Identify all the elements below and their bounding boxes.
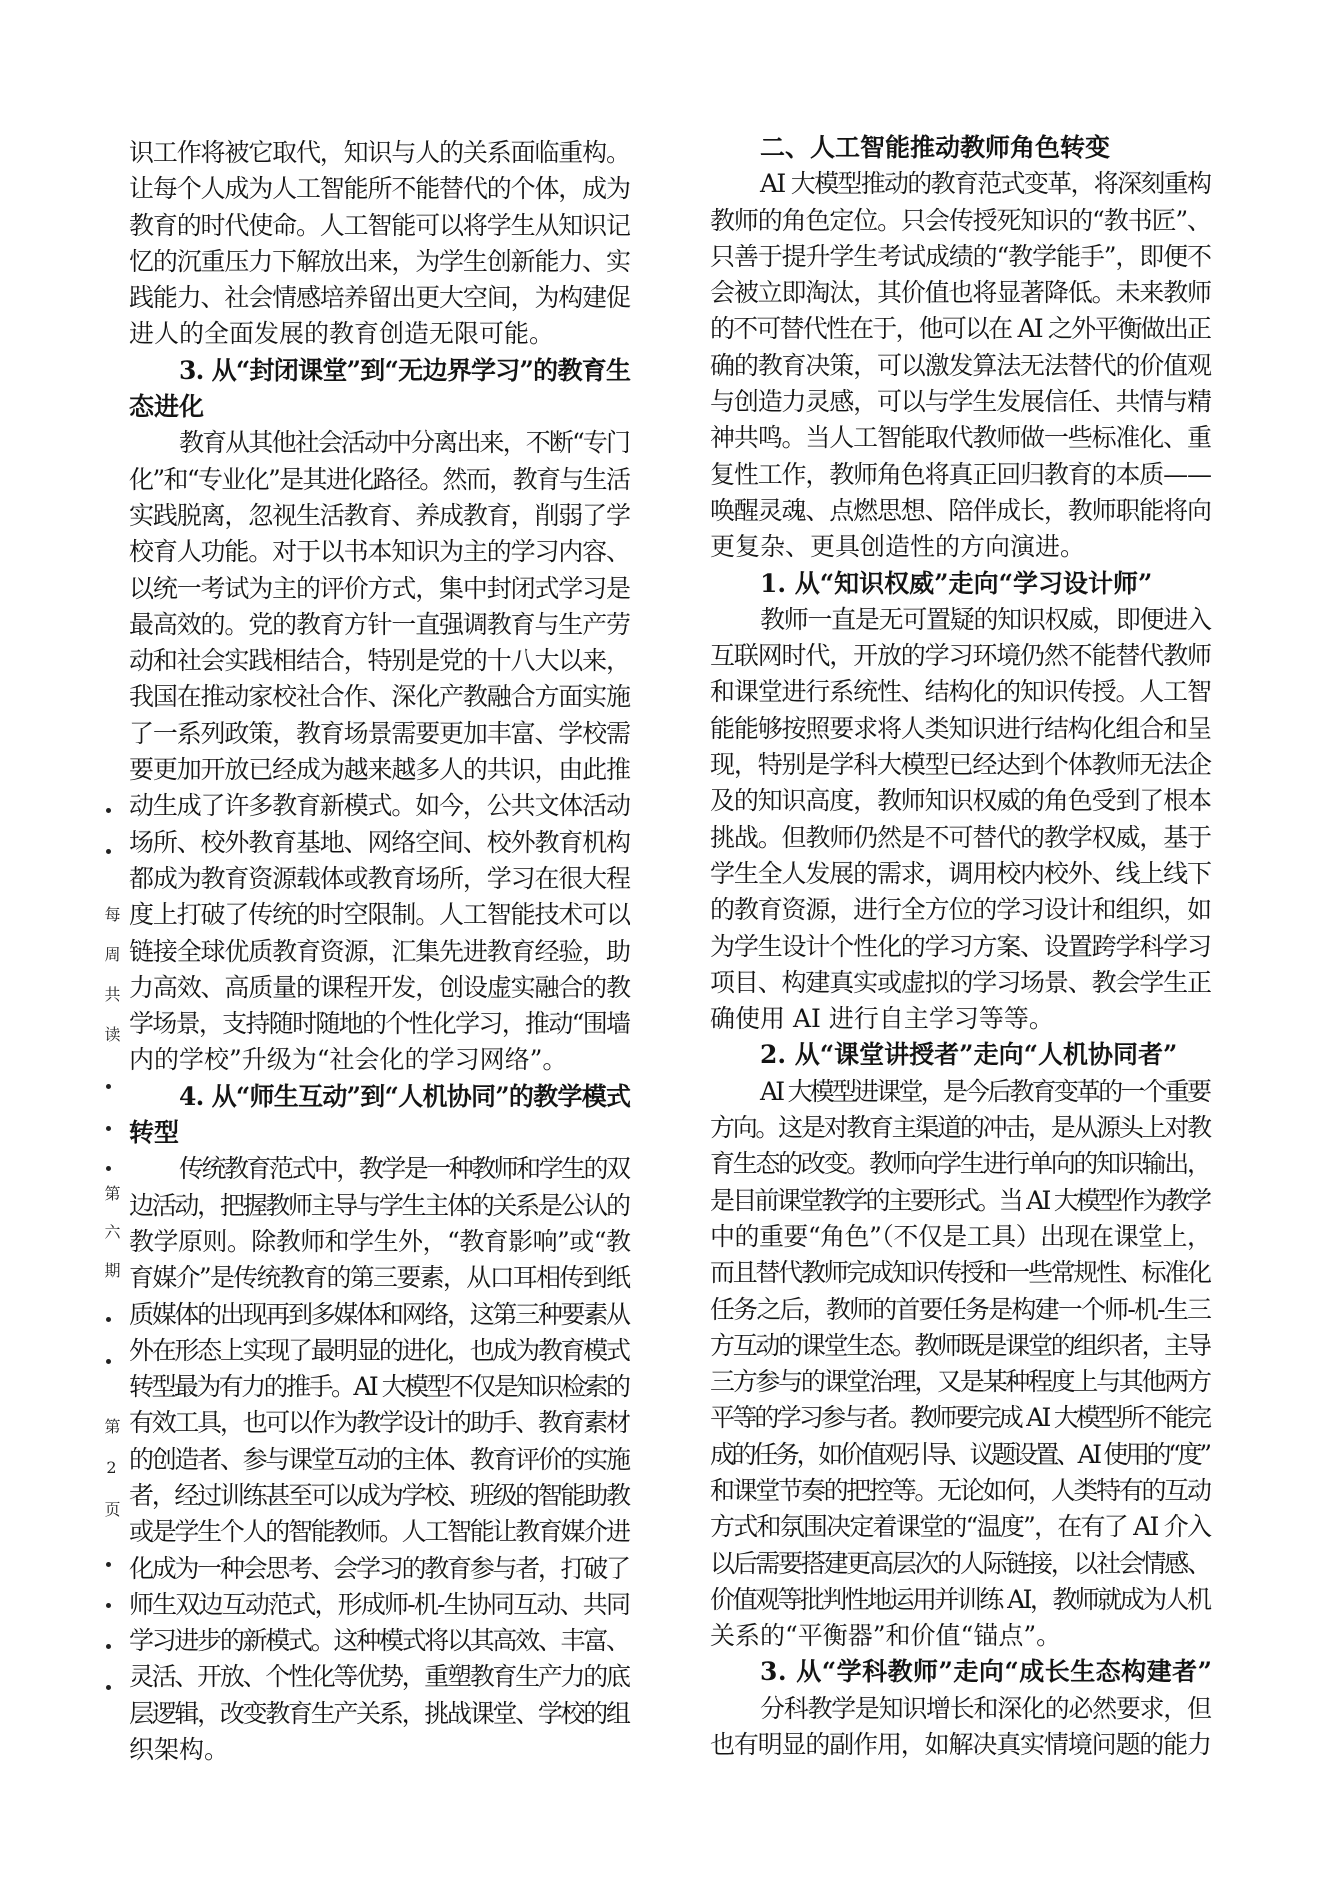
issue-label: 第六期 — [102, 1185, 121, 1301]
text-line — [710, 1691, 1212, 1727]
text-line — [710, 711, 1212, 747]
line-text: 神共鸣。当人工智能取代教师做一些标准化、重 — [710, 423, 1211, 453]
separator-dot — [106, 1644, 111, 1649]
text-line — [710, 602, 1212, 638]
paragraph — [129, 1151, 631, 1768]
text-line — [129, 1297, 631, 1333]
line-text: 会被立即淘汰，其价值也将显著降低。未来教师 — [710, 278, 1211, 308]
line-text: 只善于提升学生考试成绩的“教学能手”，即便不 — [710, 241, 1211, 271]
separator-dot — [106, 1084, 111, 1089]
text-line — [710, 493, 1212, 529]
separator-dot — [106, 1317, 111, 1322]
text-line — [710, 1473, 1212, 1509]
text-line — [129, 1333, 631, 1369]
heading-line — [129, 353, 631, 389]
paragraph — [710, 602, 1212, 1038]
separator-dot — [106, 1685, 111, 1690]
line-text: 方互动的课堂生态。教师既是课堂的组织者，主导 — [710, 1330, 1210, 1360]
section-heading — [129, 1079, 631, 1152]
text-line — [129, 897, 631, 933]
text-line — [710, 166, 1212, 202]
text-line — [710, 1400, 1212, 1436]
line-text: 二、人工智能推动教师角色转变 — [760, 133, 1111, 162]
text-line — [129, 1659, 631, 1695]
line-text: AI 大模型进课堂，是今后教育变革的一个重要 — [760, 1076, 1210, 1106]
text-line — [129, 1587, 631, 1623]
line-text: 实践脱离，忽视生活教育、养成教育，削弱了学 — [129, 500, 630, 530]
line-text: 转型最为有力的推手。AI 大模型不仅是知识检索的 — [129, 1372, 629, 1402]
text-line — [710, 783, 1212, 819]
text-line — [129, 1442, 631, 1478]
line-text: 动生成了许多教育新模式。如今，公共文体活动 — [129, 791, 630, 821]
text-line — [129, 752, 631, 788]
text-line — [129, 1551, 631, 1587]
text-line — [129, 1151, 631, 1187]
text-line — [129, 1006, 631, 1042]
text-line — [129, 1623, 631, 1659]
line-text: 4. 从“师生互动”到“人机协同”的教学模式 — [179, 1081, 631, 1111]
line-text: 有效工具，也可以作为教学设计的助手、教育素材 — [129, 1408, 629, 1438]
line-text: 教学原则。除教师和学生外，“教育影响”或“教 — [129, 1226, 631, 1256]
heading-line — [129, 389, 631, 425]
line-text: 任务之后，教师的首要任务是构建一个师-机-生三 — [710, 1294, 1211, 1324]
text-line — [129, 498, 631, 534]
line-text: 外在形态上实现了最明显的进化，也成为教育模式 — [129, 1335, 629, 1365]
line-text: 与创造力灵感，可以与学生发展信任、共情与精 — [710, 387, 1211, 417]
paragraph — [710, 166, 1212, 565]
line-text: 都成为教育资源载体或教育场所，学习在很大程 — [129, 863, 630, 893]
line-text: 识工作将被它取代，知识与人的关系面临重构。 — [129, 138, 630, 167]
text-line — [129, 1696, 631, 1732]
text-line — [710, 892, 1212, 928]
text-line — [129, 934, 631, 970]
text-line — [129, 861, 631, 897]
line-text: 或是学生个人的智能教师。人工智能让教育媒介进 — [129, 1517, 629, 1547]
text-line — [129, 607, 631, 643]
line-text: 是目前课堂教学的主要形式。当 AI 大模型作为教学 — [710, 1185, 1210, 1215]
line-text: 也有明显的副作用，如解决真实情境问题的能力 — [710, 1730, 1211, 1760]
line-text: 质媒体的出现再到多媒体和网络，这第三种要素从 — [129, 1299, 629, 1329]
line-text: 唤醒灵魂、点燃思想、陪伴成长，教师职能将向 — [710, 495, 1211, 525]
line-text: 转型 — [129, 1118, 180, 1148]
line-text: 三方参与的课堂治理，又是某种程度上与其他两方 — [710, 1367, 1210, 1397]
line-text: 3. 从“学科教师”走向“成长生态构建者” — [760, 1657, 1213, 1687]
text-line — [710, 1582, 1212, 1618]
line-text: 度上打破了传统的时空限制。人工智能技术可以 — [129, 900, 630, 930]
heading-line — [710, 566, 1212, 602]
line-text: 化成为一种会思考、会学习的教育参与者，打破了 — [129, 1553, 629, 1583]
line-text: 学生全人发展的需求，调用校内校外、线上线下 — [710, 858, 1211, 888]
text-line — [129, 1514, 631, 1550]
text-line — [710, 1219, 1212, 1255]
separator-dot — [106, 1562, 111, 1567]
text-line — [710, 638, 1212, 674]
text-line — [710, 311, 1212, 347]
text-line — [710, 929, 1212, 965]
line-text: 者，经过训练甚至可以成为学校、班级的智能助教 — [129, 1480, 629, 1510]
text-line — [129, 425, 631, 461]
line-text: 师生双边互动范式，形成师-机-生协同互动、共同 — [129, 1589, 630, 1619]
section-heading — [710, 1654, 1212, 1690]
line-text: 动和社会实践相结合，特别是党的十八大以来， — [129, 646, 630, 676]
text-line — [710, 1328, 1212, 1364]
text-line — [710, 965, 1212, 1001]
line-text: 场所、校外教育基地、网络空间、校外教育机构 — [129, 827, 630, 857]
text-line — [129, 280, 631, 316]
line-text: 及的知识高度，教师知识权威的角色受到了根本 — [710, 786, 1211, 816]
line-text: 践能力、社会情感培养留出更大空间，为构建促 — [129, 283, 630, 313]
line-text: 化”和“专业化”是其进化路径。然而，教育与生活 — [129, 464, 630, 494]
margin-label — [0, 0, 140, 1894]
line-text: 内的学校”升级为“社会化的学习网络”。 — [129, 1045, 568, 1075]
text-line — [710, 420, 1212, 456]
left-column — [129, 135, 631, 1768]
paragraph — [710, 1074, 1212, 1655]
line-text: 力高效、高质量的课程开发，创设虚实融合的教 — [129, 972, 630, 1002]
line-text: 分科教学是知识增长和深化的必然要求，但 — [760, 1693, 1211, 1723]
text-line — [710, 674, 1212, 710]
line-text: 价值观等批判性地运用并训练 AI，教师就成为人机 — [710, 1584, 1210, 1614]
text-line — [129, 534, 631, 570]
text-line — [129, 1224, 631, 1260]
line-text: 最高效的。党的教育方针一直强调教育与生产劳 — [129, 609, 630, 639]
line-text: 教师的角色定位。只会传授死知识的“教书匠”、 — [710, 205, 1211, 235]
line-text: 教育的时代使命。人工智能可以将学生从知识记 — [129, 210, 630, 240]
line-text: 的教育资源，进行全方位的学习设计和组织，如 — [710, 895, 1211, 925]
line-text: 能能够按照要求将人类知识进行结构化组合和呈 — [710, 713, 1211, 743]
series-label: 每周共读 — [102, 906, 121, 1066]
section-heading — [129, 353, 631, 426]
text-line — [710, 275, 1212, 311]
line-text: 要更加开放已经成为越来越多人的共识，由此推 — [129, 755, 630, 785]
text-line — [710, 1110, 1212, 1146]
text-line — [129, 1732, 631, 1768]
line-text: 更复杂、更具创造性的方向演进。 — [710, 532, 1086, 562]
line-text: 关系的“平衡器”和价值“锚点”。 — [710, 1621, 1062, 1651]
text-line — [710, 384, 1212, 420]
line-text: 3. 从“封闭课堂”到“无边界学习”的教育生 — [179, 355, 631, 385]
text-line — [129, 825, 631, 861]
text-line — [129, 643, 631, 679]
text-line — [710, 1146, 1212, 1182]
text-line — [710, 1364, 1212, 1400]
separator-dot — [106, 1359, 111, 1364]
text-line — [710, 747, 1212, 783]
text-line — [710, 529, 1212, 565]
heading-line — [710, 1654, 1212, 1690]
text-line — [710, 239, 1212, 275]
line-text: 复性工作，教师角色将真正回归教育的本质—— — [710, 459, 1211, 489]
line-text: 确使用 AI 进行自主学习等等。 — [710, 1004, 1054, 1034]
text-line — [129, 716, 631, 752]
text-line — [710, 1001, 1212, 1037]
text-line — [129, 679, 631, 715]
text-line — [129, 1042, 631, 1078]
line-text: 教育从其他社会活动中分离出来，不断“专门 — [179, 428, 630, 458]
line-text: 确的教育决策，可以激发算法无法替代的价值观 — [710, 350, 1211, 380]
line-text: 育生态的改变。教师向学生进行单向的知识输出， — [710, 1149, 1210, 1179]
right-column — [710, 130, 1212, 1763]
text-line — [710, 348, 1212, 384]
text-line — [129, 462, 631, 498]
line-text: 现，特别是学科大模型已经达到个体教师无法企 — [710, 750, 1211, 780]
heading-line — [129, 1115, 631, 1151]
text-line — [129, 788, 631, 824]
text-line — [710, 1727, 1212, 1763]
paragraph — [710, 1691, 1212, 1764]
line-text: 学场景，支持随时随地的个性化学习，推动“围墙 — [129, 1009, 630, 1039]
line-text: 态进化 — [129, 392, 205, 422]
line-text: 校育人功能。对于以书本知识为主的学习内容、 — [129, 537, 630, 567]
line-text: 互联网时代，开放的学习环境仍然不能替代教师 — [710, 641, 1211, 671]
separator-dot — [106, 1166, 111, 1171]
text-line — [710, 856, 1212, 892]
line-text: 学习进步的新模式。这种模式将以其高效、丰富、 — [129, 1626, 629, 1656]
text-line — [129, 316, 631, 352]
text-line — [710, 457, 1212, 493]
text-line — [129, 1260, 631, 1296]
line-text: 我国在推动家校社合作、深化产教融合方面实施 — [129, 682, 630, 712]
text-line — [710, 820, 1212, 856]
text-line — [129, 1405, 631, 1441]
line-text: 2. 从“课堂讲授者”走向“人机协同者” — [760, 1040, 1178, 1070]
line-text: 方式和氛围决定着课堂的“温度”，在有了 AI 介入 — [710, 1512, 1211, 1542]
text-line — [710, 1074, 1212, 1110]
text-line — [710, 1183, 1212, 1219]
text-line — [129, 1478, 631, 1514]
line-text: 的不可替代性在于，他可以在 AI 之外平衡做出正 — [710, 314, 1211, 344]
line-text: 成的任务，如价值观引导、议题设置、AI 使用的“度” — [710, 1439, 1209, 1469]
line-text: 让每个人成为人工智能所不能替代的个体，成为 — [129, 174, 630, 204]
text-line — [710, 1618, 1212, 1654]
text-line — [129, 970, 631, 1006]
line-text: 方向。这是对教育主渠道的冲击，是从源头上对教 — [710, 1113, 1210, 1143]
text-line — [129, 1188, 631, 1224]
line-text: 的创造者、参与课堂互动的主体、教育评价的实施 — [129, 1444, 629, 1474]
separator-dot — [106, 808, 111, 813]
text-line — [710, 203, 1212, 239]
text-line — [710, 1437, 1212, 1473]
line-text: 项目、构建真实或虚拟的学习场景、教会学生正 — [710, 967, 1211, 997]
heading-line — [710, 1037, 1212, 1073]
line-text: 以统一考试为主的评价方式，集中封闭式学习是 — [129, 573, 630, 603]
line-text: 传统教育范式中，教学是一种教师和学生的双 — [179, 1154, 629, 1184]
line-text: 忆的沉重压力下解放出来，为学生创新能力、实 — [129, 246, 630, 276]
line-text: 以后需要搭建更高层次的人际链接，以社会情感、 — [710, 1548, 1210, 1578]
text-line — [129, 135, 631, 171]
line-text: 而且替代教师完成知识传授和一些常规性、标准化 — [710, 1258, 1210, 1288]
text-line — [710, 1546, 1212, 1582]
line-text: 边活动，把握教师主导与学生主体的关系是公认的 — [129, 1190, 629, 1220]
line-text: 灵活、开放、个性化等优势，重塑教育生产力的底 — [129, 1662, 629, 1692]
line-text: 织架构。 — [129, 1735, 230, 1765]
line-text: 和课堂节奏的把控等。无论如何，人类特有的互动 — [710, 1475, 1210, 1505]
line-text: 教师一直是无可置疑的知识权威，即便进入 — [760, 604, 1211, 634]
heading-line — [710, 130, 1212, 166]
paragraph — [129, 135, 631, 353]
line-text: 为学生设计个性化的学习方案、设置跨学科学习 — [710, 931, 1211, 961]
text-line — [129, 1369, 631, 1405]
line-text: AI 大模型推动的教育范式变革，将深刻重构 — [760, 169, 1211, 199]
line-text: 层逻辑，改变教育生产关系，挑战课堂、学校的组 — [129, 1698, 629, 1728]
line-text: 1. 从“知识权威”走向“学习设计师” — [760, 568, 1153, 598]
line-text: 和课堂进行系统性、结构化的知识传授。人工智 — [710, 677, 1211, 707]
text-line — [710, 1509, 1212, 1545]
page-number-label: 第2页 — [102, 1418, 121, 1541]
separator-dot — [106, 1126, 111, 1131]
paragraph — [129, 425, 631, 1078]
section-heading — [710, 566, 1212, 602]
heading-line — [129, 1079, 631, 1115]
text-line — [710, 1292, 1212, 1328]
separator-dot — [106, 1603, 111, 1608]
text-line — [129, 244, 631, 280]
line-text: 平等的学习参与者。教师要完成 AI 大模型所不能完 — [710, 1403, 1210, 1433]
text-line — [710, 1255, 1212, 1291]
text-line — [129, 208, 631, 244]
section-heading — [710, 1037, 1212, 1073]
section-heading — [710, 130, 1212, 166]
text-line — [129, 571, 631, 607]
line-text: 中的重要“角色”（不仅是工具）出现在课堂上， — [710, 1221, 1212, 1251]
text-line — [129, 171, 631, 207]
line-text: 了一系列政策，教育场景需要更加丰富、学校需 — [129, 718, 630, 748]
line-text: 挑战。但教师仍然是不可替代的教学权威，基于 — [710, 822, 1211, 852]
line-text: 链接全球优质教育资源，汇集先进教育经验，助 — [129, 936, 630, 966]
line-text: 进人的全面发展的教育创造无限可能。 — [129, 319, 555, 349]
separator-dot — [106, 849, 111, 854]
line-text: 育媒介”是传统教育的第三要素，从口耳相传到纸 — [129, 1263, 630, 1293]
